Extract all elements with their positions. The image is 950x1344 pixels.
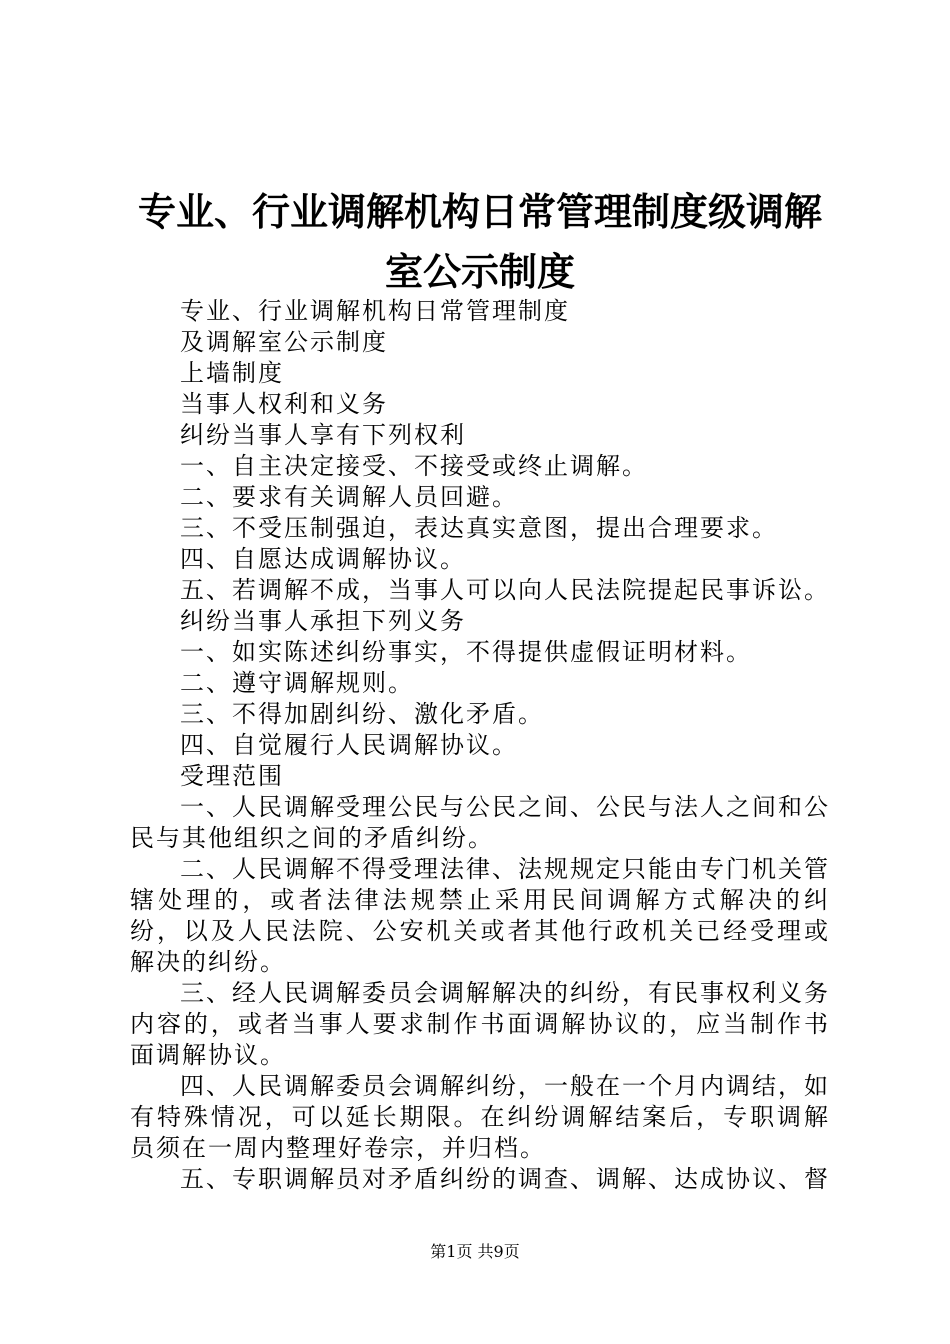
text-line: 纠纷当事人享有下列权利: [180, 421, 466, 449]
paragraph: 五、专职调解员对矛盾纠纷的调查、调解、达成协议、督: [180, 1165, 830, 1193]
text-line: 四、自觉履行人民调解协议。: [180, 731, 518, 759]
text-line: 及调解室公示制度: [180, 328, 388, 356]
text-line: 四、自愿达成调解协议。: [180, 545, 466, 573]
text-line: 二、遵守调解规则。: [180, 669, 414, 697]
text-line: 五、若调解不成，当事人可以向人民法院提起民事诉讼。: [180, 576, 830, 604]
document-body: [130, 296, 830, 1195]
text-line: 上墙制度: [180, 359, 284, 387]
text-line: 三、不得加剧纠纷、激化矛盾。: [180, 700, 544, 728]
text-line: 纠纷当事人承担下列义务: [180, 607, 466, 635]
text-line: 受理范围: [180, 762, 284, 790]
text-line: 一、如实陈述纠纷事实，不得提供虚假证明材料。: [180, 638, 752, 666]
document-title: 专业、行业调解机构日常管理制度级调解室公示制度: [137, 189, 822, 294]
paragraph: 四、人民调解委员会调解纠纷，一般在一个月内调结，如有特殊情况，可以延长期限。在纠纷调解结案后，专职调解员须在一周内整理好卷宗，并归档。: [130, 1072, 830, 1162]
text-line: 当事人权利和义务: [180, 390, 388, 418]
page-footer: 第1页 共9页: [430, 1242, 520, 1261]
text-line: 一、自主决定接受、不接受或终止调解。: [180, 452, 648, 480]
text-line: 三、不受压制强迫，表达真实意图，提出合理要求。: [180, 514, 778, 542]
paragraph: 一、人民调解受理公民与公民之间、公民与法人之间和公民与其他组织之间的矛盾纠纷。: [130, 793, 830, 852]
text-line: 二、要求有关调解人员回避。: [180, 483, 518, 511]
text-line: 专业、行业调解机构日常管理制度: [180, 297, 570, 325]
paragraph: 二、人民调解不得受理法律、法规规定只能由专门机关管辖处理的，或者法律法规禁止采用民间调解方式解决的纠纷，以及人民法院、公安机关或者其他行政机关已经受理或解决的纠纷。: [130, 855, 830, 976]
paragraph: 三、经人民调解委员会调解解决的纠纷，有民事权利义务内容的，或者当事人要求制作书面调解协议的，应当制作书面调解协议。: [130, 979, 830, 1069]
